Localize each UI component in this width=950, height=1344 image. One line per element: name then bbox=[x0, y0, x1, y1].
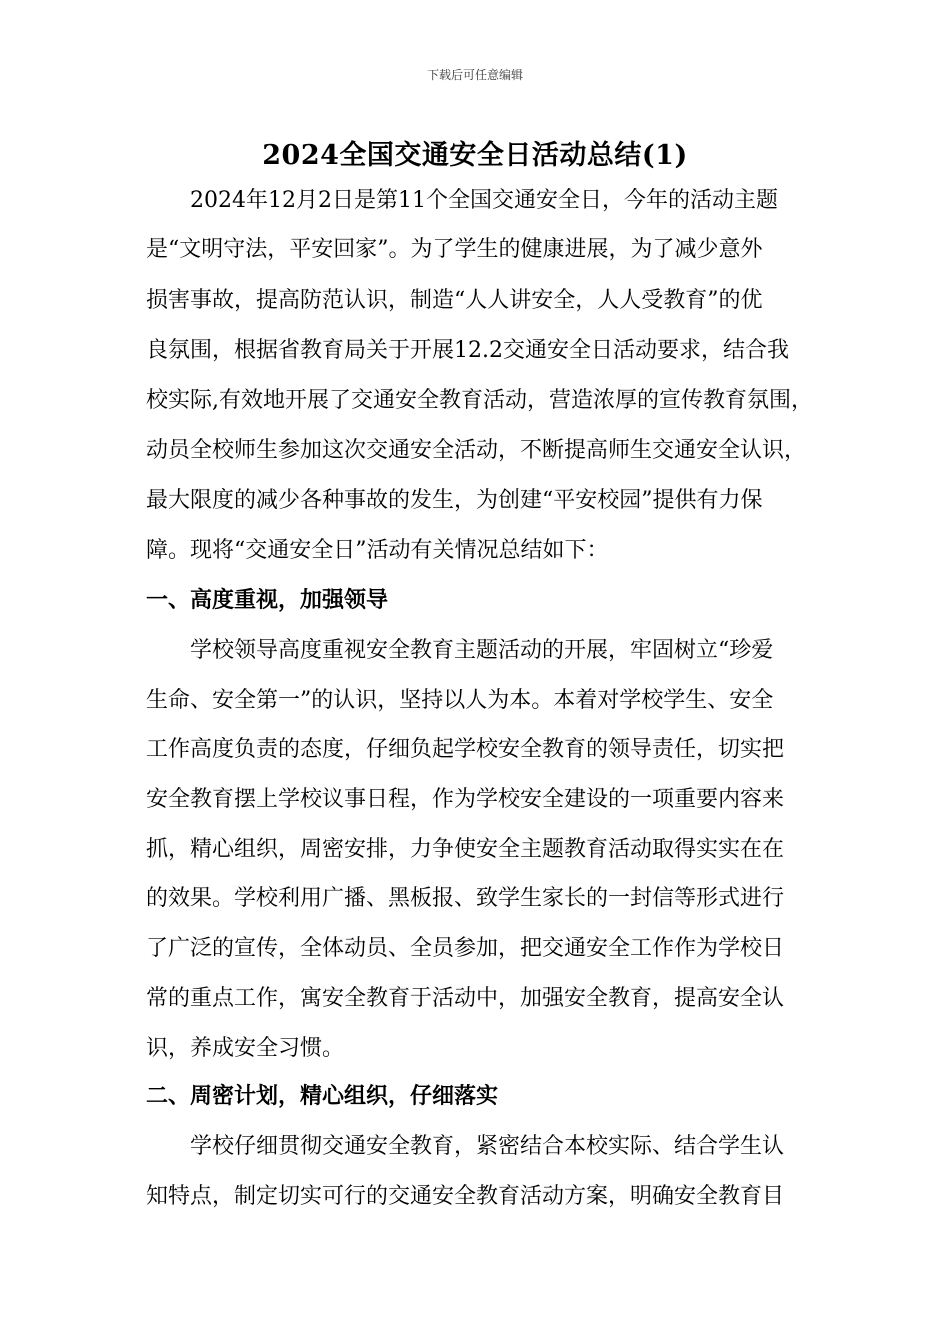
section-line: 工作高度负责的态度，仔细负起学校安全教育的领导责任，切实把 bbox=[146, 737, 785, 762]
section-line: 常的重点工作，寓安全教育于活动中，加强安全教育，提高安全认 bbox=[146, 986, 785, 1011]
intro-line: 障。现将“交通安全日”活动有关情况总结如下： bbox=[146, 538, 609, 563]
intro-line: 最大限度的减少各种事故的发生，为创建“平安校园”提供有力保 bbox=[146, 488, 763, 513]
section-line: 学校仔细贯彻交通安全教育，紧密结合本校实际、结合学生认 bbox=[190, 1134, 785, 1159]
section-line: 安全教育摆上学校议事日程，作为学校安全建设的一项重要内容来 bbox=[146, 787, 785, 812]
section-line: 抓，精心组织，周密安排，力争使安全主题教育活动取得实实在在 bbox=[146, 837, 785, 862]
section-line: 了广泛的宣传，全体动员、全员参加，把交通安全工作作为学校日 bbox=[146, 936, 785, 961]
intro-line: 动员全校师生参加这次交通安全活动，不断提高师生交通安全认识， bbox=[146, 438, 807, 463]
section-heading: 二、周密计划，精心组织，仔细落实 bbox=[146, 1084, 499, 1109]
section-line: 生命、安全第一”的认识，坚持以人为本。本着对学校学生、安全 bbox=[146, 688, 774, 713]
section-line: 知特点，制定切实可行的交通安全教育活动方案，明确安全教育目 bbox=[146, 1184, 785, 1209]
document-title: 2024全国交通安全日活动总结(1) bbox=[262, 140, 688, 171]
section-heading: 一、高度重视，加强领导 bbox=[146, 588, 389, 613]
intro-line: 损害事故，提高防范认识，制造“人人讲安全，人人受教育”的优 bbox=[146, 288, 763, 313]
section-line: 的效果。学校利用广播、黑板报、致学生家长的一封信等形式进行 bbox=[146, 886, 785, 911]
intro-line: 校实际,有效地开展了交通安全教育活动，营造浓厚的宣传教育氛围， bbox=[146, 388, 813, 413]
section-line: 学校领导高度重视安全教育主题活动的开展，牢固树立“珍爱 bbox=[190, 638, 774, 663]
section-line: 识，养成安全习惯。 bbox=[146, 1036, 345, 1061]
intro-line: 良氛围，根据省教育局关于开展12.2交通安全日活动要求，结合我 bbox=[146, 338, 789, 363]
header-note: 下载后可任意编辑 bbox=[426, 68, 523, 82]
intro-line: 2024年12月2日是第11个全国交通安全日，今年的活动主题 bbox=[190, 188, 778, 213]
intro-line: 是“文明守法，平安回家”。为了学生的健康进展，为了减少意外 bbox=[146, 237, 763, 262]
